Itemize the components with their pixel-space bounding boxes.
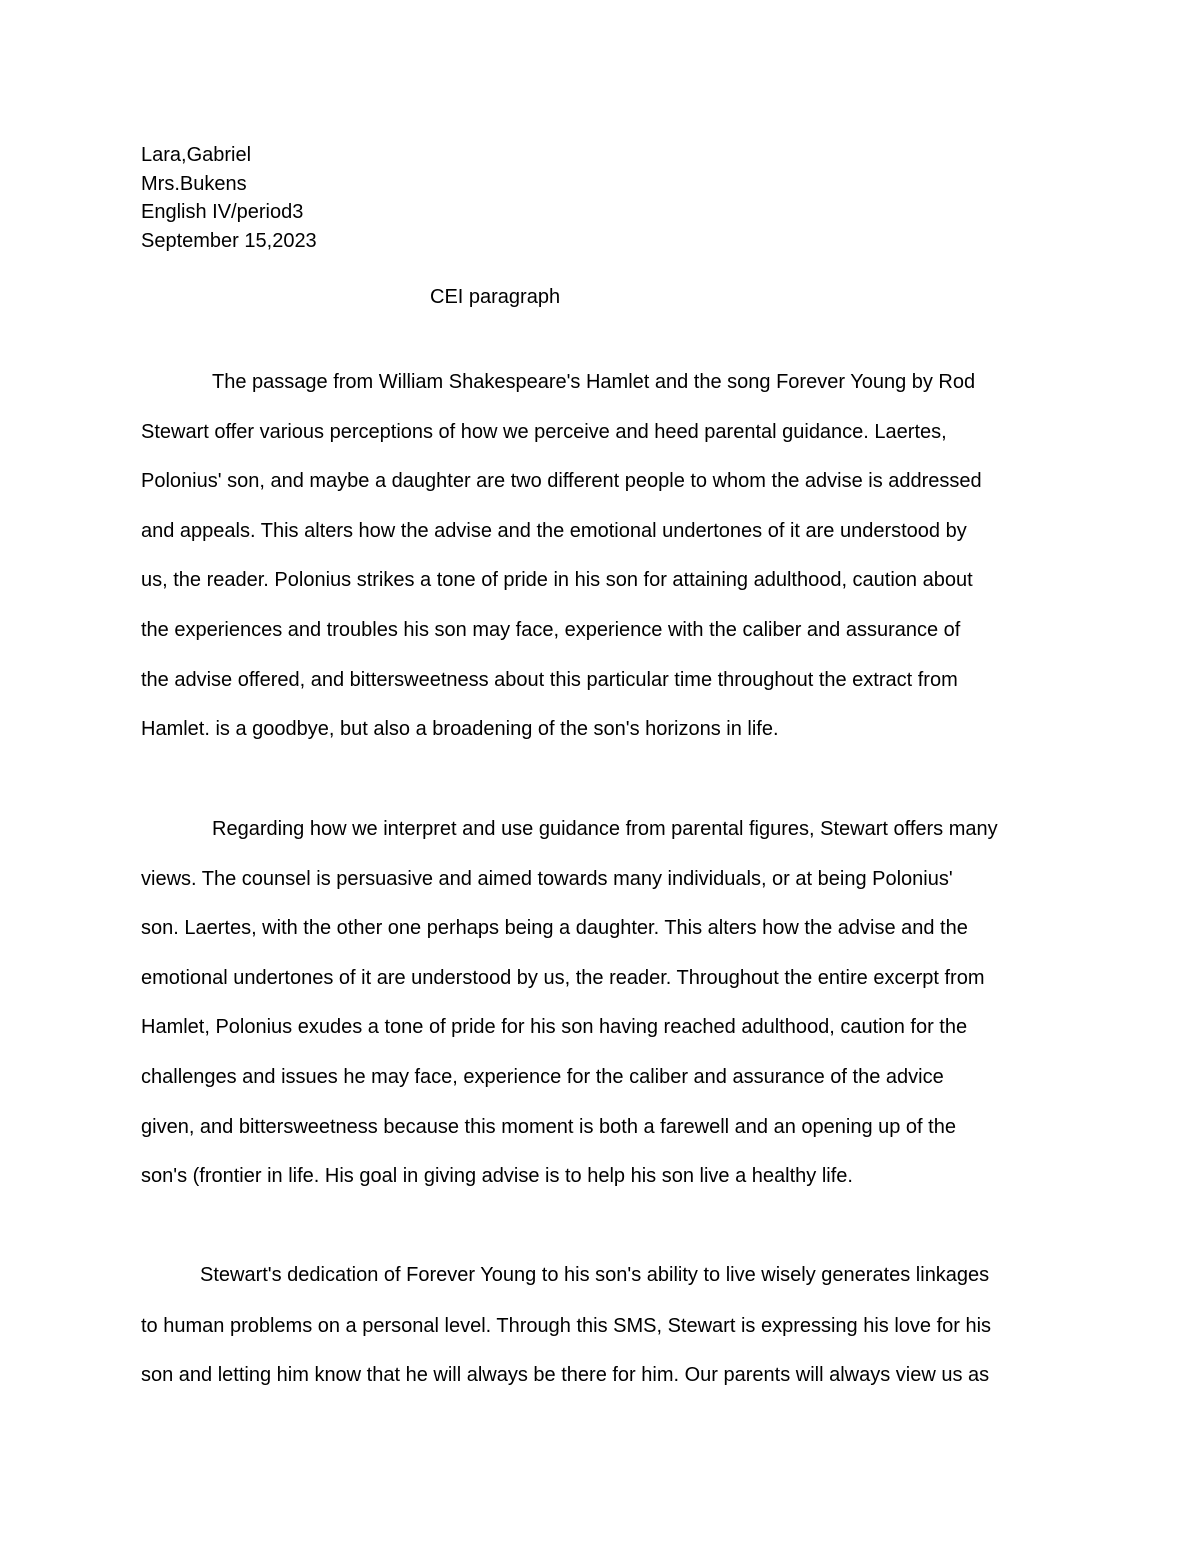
paragraph-line: and appeals. This alters how the advise and the emotional undertones of it are understood by	[141, 519, 967, 542]
class-period: English IV/period3	[141, 201, 304, 223]
paragraph-line: son and letting him know that he will always be there for him. Our parents will always view us as	[141, 1364, 990, 1387]
paragraph-line: Hamlet, Polonius exudes a tone of pride for his son having reached adulthood, caution for the	[141, 1016, 968, 1039]
paragraph-line: to human problems on a personal level. Through this SMS, Stewart is expressing his love for his	[141, 1314, 992, 1337]
paragraph-line: challenges and issues he may face, experience for the caliber and assurance of the advice	[141, 1066, 944, 1088]
paragraph-line: Regarding how we interpret and use guidance from parental figures, Stewart offers many	[212, 818, 998, 840]
paragraph-line: given, and bittersweetness because this moment is both a farewell and an opening up of the	[141, 1115, 956, 1138]
paragraph-line: us, the reader. Polonius strikes a tone of pride in his son for attaining adulthood, caution about	[141, 569, 973, 592]
paragraph-line: Stewart offer various perceptions of how we perceive and heed parental guidance. Laertes,	[141, 420, 947, 443]
paragraph-line: The passage from William Shakespeare's Hamlet and the song Forever Young by Rod	[212, 371, 976, 393]
document-header	[141, 141, 317, 255]
paragraph-line: son's (frontier in life. His goal in giving advise is to help his son live a healthy life.	[141, 1165, 853, 1188]
document-title: CEI paragraph	[430, 286, 561, 308]
paragraph-line: Hamlet. is a goodbye, but also a broadening of the son's horizons in life.	[141, 718, 779, 741]
teacher-name: Mrs.Bukens	[141, 172, 247, 195]
paragraph-line: emotional undertones of it are understood by us, the reader. Throughout the entire excerpt from	[141, 966, 985, 989]
paragraph-line: son. Laertes, with the other one perhaps being a daughter. This alters how the advise and the	[141, 917, 968, 940]
document-date: September 15,2023	[141, 229, 317, 252]
student-name: Lara,Gabriel	[141, 144, 252, 166]
paragraph-line: views. The counsel is persuasive and aimed towards many individuals, or at being Polonius'	[141, 867, 953, 890]
paragraph-line: the advise offered, and bittersweetness about this particular time throughout the extract from	[141, 668, 958, 691]
paragraph-line: Stewart's dedication of Forever Young to his son's ability to live wisely generates linkages	[200, 1264, 990, 1286]
paragraph-line: Polonius' son, and maybe a daughter are two different people to whom the advise is addressed	[141, 470, 982, 493]
paragraph-line: the experiences and troubles his son may face, experience with the caliber and assurance of	[141, 619, 961, 641]
